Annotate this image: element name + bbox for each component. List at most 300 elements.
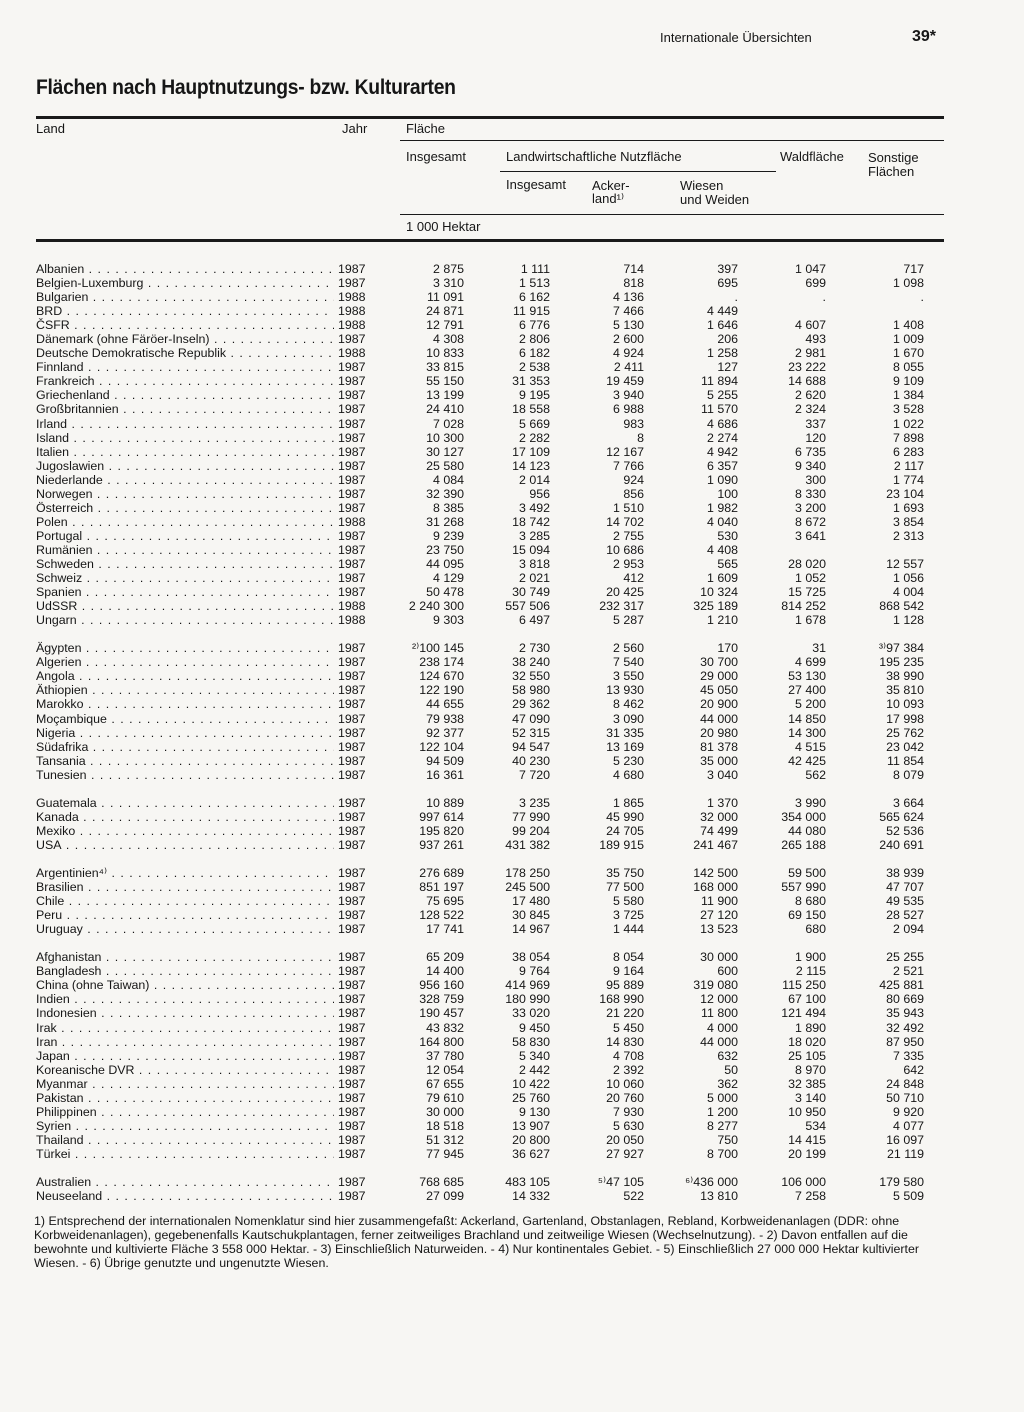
cell-flaeche: 122 190 bbox=[419, 683, 464, 698]
cell-waldflaeche: 1 678 bbox=[794, 613, 826, 628]
cell-land: BRD . . . bbox=[36, 304, 334, 318]
cell-jahr: 1987 bbox=[338, 795, 366, 810]
cell-wiesen-weiden: 325 189 bbox=[693, 599, 738, 614]
cell-land: Island . . . bbox=[36, 431, 334, 445]
header-rule-flaeche bbox=[400, 140, 944, 141]
cell-flaeche: 12 791 bbox=[426, 318, 464, 333]
cell-land: Indonesien . . . bbox=[36, 1006, 334, 1020]
cell-ln-insgesamt: 36 627 bbox=[512, 1146, 550, 1161]
cell-ackerland: 4 680 bbox=[612, 767, 644, 782]
cell-waldflaeche: 18 020 bbox=[788, 1034, 826, 1049]
cell-jahr: 1988 bbox=[338, 613, 366, 628]
table-row bbox=[0, 473, 1024, 487]
cell-waldflaeche: 4 515 bbox=[794, 739, 826, 754]
cell-jahr: 1987 bbox=[338, 500, 366, 515]
cell-sonstige: 2 521 bbox=[892, 964, 924, 979]
cell-ln-insgesamt: 7 720 bbox=[518, 767, 550, 782]
row-spacer bbox=[0, 1161, 1024, 1175]
table-row bbox=[0, 332, 1024, 346]
cell-sonstige: 868 542 bbox=[879, 599, 924, 614]
cell-flaeche: 14 400 bbox=[426, 964, 464, 979]
table-row bbox=[0, 374, 1024, 388]
cell-land: Irak . . . bbox=[36, 1021, 334, 1035]
cell-jahr: 1987 bbox=[338, 1146, 366, 1161]
cell-wiesen-weiden: 27 120 bbox=[700, 908, 738, 923]
cell-waldflaeche: 1 900 bbox=[794, 950, 826, 965]
cell-sonstige: 16 097 bbox=[886, 1132, 924, 1147]
cell-ackerland: 20 760 bbox=[606, 1090, 644, 1105]
cell-jahr: 1987 bbox=[338, 360, 366, 375]
cell-jahr: 1987 bbox=[338, 1104, 366, 1119]
cell-sonstige: 6 283 bbox=[892, 444, 924, 459]
cell-waldflaeche: 42 425 bbox=[788, 753, 826, 768]
table-row bbox=[0, 712, 1024, 726]
cell-sonstige: 2 117 bbox=[893, 458, 924, 473]
cell-jahr: 1987 bbox=[338, 950, 366, 965]
cell-flaeche: 51 312 bbox=[426, 1132, 464, 1147]
cell-wiesen-weiden: 4 040 bbox=[706, 514, 738, 529]
cell-ackerland: 2 600 bbox=[612, 332, 644, 347]
cell-waldflaeche: 15 725 bbox=[788, 585, 826, 600]
cell-ln-insgesamt: 180 990 bbox=[505, 992, 550, 1007]
cell-wiesen-weiden: 29 000 bbox=[700, 669, 738, 684]
cell-sonstige: 10 093 bbox=[886, 697, 924, 712]
cell-jahr: 1988 bbox=[338, 290, 366, 305]
cell-flaeche: 4 129 bbox=[432, 571, 464, 586]
cell-wiesen-weiden: 565 bbox=[717, 556, 738, 571]
cell-land: Brasilien . . . bbox=[36, 880, 334, 894]
cell-waldflaeche: 3 140 bbox=[794, 1090, 826, 1105]
cell-land: Nigeria . . . bbox=[36, 726, 334, 740]
cell-ln-insgesamt: 3 818 bbox=[518, 556, 550, 571]
cell-jahr: 1987 bbox=[338, 388, 366, 403]
cell-jahr: 1987 bbox=[338, 1189, 366, 1204]
cell-ln-insgesamt: 17 480 bbox=[512, 894, 550, 909]
cell-land: Dänemark (ohne Färöer-Inseln) . . . bbox=[36, 332, 334, 346]
cell-jahr: 1987 bbox=[338, 837, 366, 852]
cell-land: Chile . . . bbox=[36, 894, 334, 908]
cell-wiesen-weiden: 241 467 bbox=[693, 837, 738, 852]
cell-jahr: 1987 bbox=[338, 1175, 366, 1190]
cell-ackerland: 6 988 bbox=[612, 402, 644, 417]
cell-wiesen-weiden: 5 255 bbox=[706, 388, 738, 403]
cell-sonstige: 9 109 bbox=[892, 374, 924, 389]
cell-wiesen-weiden: 4 408 bbox=[706, 542, 738, 557]
cell-ln-insgesamt: 32 550 bbox=[512, 669, 550, 684]
cell-ackerland: 5 130 bbox=[612, 318, 644, 333]
cell-land: Ungarn . . . bbox=[36, 613, 334, 627]
cell-ackerland: 7 540 bbox=[612, 655, 644, 670]
cell-sonstige: 4 004 bbox=[892, 585, 924, 600]
cell-flaeche: 55 150 bbox=[426, 374, 464, 389]
cell-flaeche: 92 377 bbox=[426, 725, 464, 740]
cell-waldflaeche: 1 047 bbox=[794, 262, 826, 276]
cell-waldflaeche: . bbox=[822, 290, 826, 305]
cell-sonstige: 38 939 bbox=[886, 866, 924, 881]
cell-ackerland: 522 bbox=[623, 1189, 644, 1204]
cell-wiesen-weiden: 695 bbox=[717, 276, 738, 291]
header-insgesamt: Insgesamt bbox=[406, 149, 466, 164]
table-row bbox=[0, 1077, 1024, 1091]
cell-sonstige: 1 384 bbox=[892, 388, 924, 403]
cell-ackerland: 1 865 bbox=[612, 795, 644, 810]
cell-jahr: 1987 bbox=[338, 472, 366, 487]
cell-land: Algerien . . . bbox=[36, 655, 334, 669]
cell-sonstige: 8 055 bbox=[892, 360, 924, 375]
cell-ln-insgesamt: 14 967 bbox=[512, 922, 550, 937]
table-row bbox=[0, 922, 1024, 936]
cell-jahr: 1987 bbox=[338, 1034, 366, 1049]
cell-ln-insgesamt: 6 182 bbox=[518, 346, 550, 361]
cell-flaeche: 768 685 bbox=[419, 1175, 464, 1190]
cell-sonstige: 9 920 bbox=[892, 1104, 924, 1119]
cell-sonstige: 24 848 bbox=[886, 1076, 924, 1091]
cell-ackerland: 2 392 bbox=[612, 1062, 644, 1077]
table-row bbox=[0, 459, 1024, 473]
cell-wiesen-weiden: 81 378 bbox=[700, 739, 738, 754]
cell-ackerland: 412 bbox=[623, 571, 644, 586]
cell-jahr: 1987 bbox=[338, 276, 366, 291]
cell-sonstige: 35 810 bbox=[886, 683, 924, 698]
cell-jahr: 1987 bbox=[338, 964, 366, 979]
cell-flaeche: 9 303 bbox=[432, 613, 464, 628]
table-row bbox=[0, 1133, 1024, 1147]
cell-sonstige: 1 009 bbox=[892, 332, 924, 347]
cell-waldflaeche: 2 620 bbox=[794, 388, 826, 403]
cell-flaeche: 25 580 bbox=[426, 458, 464, 473]
cell-sonstige: 25 255 bbox=[886, 950, 924, 965]
cell-jahr: 1988 bbox=[338, 514, 366, 529]
cell-jahr: 1987 bbox=[338, 1132, 366, 1147]
cell-wiesen-weiden: 2 274 bbox=[706, 430, 738, 445]
header-rule-unit bbox=[400, 214, 944, 215]
cell-ln-insgesamt: 33 020 bbox=[512, 1006, 550, 1021]
cell-jahr: 1987 bbox=[338, 332, 366, 347]
cell-ln-insgesamt: 178 250 bbox=[505, 866, 550, 881]
cell-ackerland: 3 550 bbox=[612, 669, 644, 684]
cell-waldflaeche: 1 052 bbox=[794, 571, 826, 586]
cell-sonstige: 1 098 bbox=[892, 276, 924, 291]
cell-waldflaeche: 699 bbox=[805, 276, 826, 291]
cell-ackerland: 856 bbox=[623, 486, 644, 501]
cell-ackerland: 924 bbox=[623, 472, 644, 487]
cell-ln-insgesamt: 38 240 bbox=[512, 655, 550, 670]
cell-ackerland: 1 510 bbox=[612, 500, 644, 515]
cell-land: USA . . . bbox=[36, 838, 334, 852]
cell-sonstige: 1 693 bbox=[892, 500, 924, 515]
cell-waldflaeche: 6 735 bbox=[794, 444, 826, 459]
cell-wiesen-weiden: 1 609 bbox=[706, 571, 738, 586]
cell-jahr: 1987 bbox=[338, 416, 366, 431]
cell-wiesen-weiden: 362 bbox=[717, 1076, 738, 1091]
cell-flaeche: 10 833 bbox=[426, 346, 464, 361]
cell-ackerland: 10 060 bbox=[606, 1076, 644, 1091]
cell-flaeche: 3 310 bbox=[432, 276, 464, 291]
cell-waldflaeche: 121 494 bbox=[781, 1006, 826, 1021]
cell-wiesen-weiden: 4 942 bbox=[706, 444, 738, 459]
cell-ln-insgesamt: 11 915 bbox=[513, 304, 550, 319]
cell-jahr: 1988 bbox=[338, 318, 366, 333]
cell-ln-insgesamt: 3 492 bbox=[518, 500, 550, 515]
cell-waldflaeche: 14 850 bbox=[788, 711, 826, 726]
cell-wiesen-weiden: 35 000 bbox=[700, 753, 738, 768]
cell-sonstige: 38 990 bbox=[886, 669, 924, 684]
table-row bbox=[0, 417, 1024, 431]
cell-sonstige: 3 664 bbox=[892, 795, 924, 810]
cell-land: UdSSR . . . bbox=[36, 599, 334, 613]
cell-ackerland: 20 050 bbox=[606, 1132, 644, 1147]
cell-land: China (ohne Taiwan) . . . bbox=[36, 978, 334, 992]
cell-sonstige: 642 bbox=[903, 1062, 924, 1077]
cell-jahr: 1987 bbox=[338, 1048, 366, 1063]
page-title: Flächen nach Hauptnutzungs- bzw. Kulturarten bbox=[36, 76, 456, 99]
cell-wiesen-weiden: 8 700 bbox=[706, 1146, 738, 1161]
table-row bbox=[0, 964, 1024, 978]
cell-waldflaeche: 1 890 bbox=[794, 1020, 826, 1035]
cell-waldflaeche: 32 385 bbox=[788, 1076, 826, 1091]
cell-land: Irland . . . bbox=[36, 417, 334, 431]
cell-wiesen-weiden: 1 210 bbox=[706, 613, 738, 628]
cell-ackerland: 35 750 bbox=[606, 866, 644, 881]
cell-waldflaeche: 534 bbox=[805, 1118, 826, 1133]
table-row bbox=[0, 487, 1024, 501]
cell-jahr: 1987 bbox=[338, 725, 366, 740]
cell-wiesen-weiden: 13 810 bbox=[700, 1189, 738, 1204]
cell-sonstige: 565 624 bbox=[879, 809, 924, 824]
cell-sonstige: 1 056 bbox=[892, 571, 924, 586]
cell-waldflaeche: 8 330 bbox=[794, 486, 826, 501]
cell-land: Portugal . . . bbox=[36, 529, 334, 543]
cell-waldflaeche: 8 672 bbox=[794, 514, 826, 529]
cell-sonstige: 4 077 bbox=[892, 1118, 924, 1133]
cell-ackerland: 818 bbox=[623, 276, 644, 291]
cell-jahr: 1987 bbox=[338, 978, 366, 993]
cell-ln-insgesamt: 1 513 bbox=[518, 276, 550, 291]
cell-waldflaeche: 4 607 bbox=[794, 318, 826, 333]
row-spacer bbox=[0, 936, 1024, 950]
cell-jahr: 1987 bbox=[338, 556, 366, 571]
cell-waldflaeche: 562 bbox=[805, 767, 826, 782]
cell-wiesen-weiden: 50 bbox=[724, 1062, 738, 1077]
table-row bbox=[0, 318, 1024, 332]
cell-ln-insgesamt: 2 730 bbox=[518, 641, 550, 656]
cell-jahr: 1987 bbox=[338, 486, 366, 501]
cell-jahr: 1987 bbox=[338, 669, 366, 684]
cell-ln-insgesamt: 1 111 bbox=[520, 262, 550, 276]
cell-ackerland: 8 054 bbox=[612, 950, 644, 965]
cell-ln-insgesamt: 15 094 bbox=[512, 542, 550, 557]
cell-wiesen-weiden: 1 982 bbox=[706, 500, 738, 515]
table-row bbox=[0, 262, 1024, 276]
cell-ackerland: 8 bbox=[637, 430, 644, 445]
cell-land: Pakistan . . . bbox=[36, 1091, 334, 1105]
cell-wiesen-weiden: 5 000 bbox=[706, 1090, 738, 1105]
cell-ln-insgesamt: 18 558 bbox=[512, 402, 550, 417]
cell-ackerland: 10 686 bbox=[606, 542, 644, 557]
cell-wiesen-weiden: 750 bbox=[717, 1132, 738, 1147]
cell-ackerland: 5 450 bbox=[612, 1020, 644, 1035]
cell-flaeche: 44 655 bbox=[426, 697, 464, 712]
cell-ackerland: 5 630 bbox=[612, 1118, 644, 1133]
cell-wiesen-weiden: 74 499 bbox=[700, 823, 738, 838]
header-waldflaeche: Waldfläche bbox=[780, 149, 844, 164]
cell-jahr: 1987 bbox=[338, 823, 366, 838]
cell-jahr: 1987 bbox=[338, 1006, 366, 1021]
cell-jahr: 1987 bbox=[338, 458, 366, 473]
table-row bbox=[0, 810, 1024, 824]
cell-sonstige: 179 580 bbox=[879, 1175, 924, 1190]
cell-land: Italien . . . bbox=[36, 445, 334, 459]
cell-ln-insgesamt: 29 362 bbox=[512, 697, 550, 712]
cell-jahr: 1987 bbox=[338, 894, 366, 909]
cell-land: Belgien-Luxemburg . . . bbox=[36, 276, 334, 290]
cell-jahr: 1987 bbox=[338, 374, 366, 389]
cell-jahr: 1987 bbox=[338, 753, 366, 768]
table-row bbox=[0, 880, 1024, 894]
cell-wiesen-weiden: 3 040 bbox=[706, 767, 738, 782]
cell-ln-insgesamt: 2 282 bbox=[518, 430, 550, 445]
cell-land: Myanmar . . . bbox=[36, 1077, 334, 1091]
cell-flaeche: 23 750 bbox=[426, 542, 464, 557]
cell-ackerland: 13 930 bbox=[606, 683, 644, 698]
cell-jahr: 1987 bbox=[338, 1118, 366, 1133]
cell-ackerland: 1 444 bbox=[612, 922, 644, 937]
cell-flaeche: 190 457 bbox=[419, 1006, 464, 1021]
cell-wiesen-weiden: ⁶⁾436 000 bbox=[685, 1175, 738, 1190]
cell-wiesen-weiden: 4 686 bbox=[706, 416, 738, 431]
table-row bbox=[0, 276, 1024, 290]
cell-flaeche: 33 815 bbox=[426, 360, 464, 375]
cell-ln-insgesamt: 6 162 bbox=[518, 290, 550, 305]
cell-flaeche: 79 610 bbox=[426, 1090, 464, 1105]
cell-ln-insgesamt: 245 500 bbox=[505, 880, 550, 895]
cell-waldflaeche: 27 400 bbox=[788, 683, 826, 698]
cell-land: Moçambique . . . bbox=[36, 712, 334, 726]
cell-sonstige: 87 950 bbox=[886, 1034, 924, 1049]
cell-ln-insgesamt: 17 109 bbox=[512, 444, 550, 459]
header-sonstige-line1: Sonstige bbox=[868, 150, 919, 165]
cell-flaeche: 238 174 bbox=[419, 655, 464, 670]
cell-sonstige: 49 535 bbox=[886, 894, 924, 909]
cell-ln-insgesamt: 2 538 bbox=[518, 360, 550, 375]
cell-land: Neuseeland . . . bbox=[36, 1189, 334, 1203]
header-ackerland-line2: land¹⁾ bbox=[592, 191, 625, 206]
cell-jahr: 1987 bbox=[338, 571, 366, 586]
cell-sonstige: 2 094 bbox=[892, 922, 924, 937]
cell-ln-insgesamt: 9 195 bbox=[518, 388, 550, 403]
cell-flaeche: 75 695 bbox=[426, 894, 464, 909]
cell-sonstige: 1 022 bbox=[892, 416, 924, 431]
table-row bbox=[0, 1119, 1024, 1133]
cell-waldflaeche: 814 252 bbox=[781, 599, 826, 614]
cell-sonstige: 23 042 bbox=[886, 739, 924, 754]
cell-wiesen-weiden: 8 277 bbox=[706, 1118, 738, 1133]
cell-wiesen-weiden: 10 324 bbox=[700, 585, 738, 600]
cell-jahr: 1987 bbox=[338, 697, 366, 712]
cell-jahr: 1987 bbox=[338, 1076, 366, 1091]
cell-land: Deutsche Demokratische Republik . . . bbox=[36, 346, 334, 360]
table-row bbox=[0, 571, 1024, 585]
cell-waldflaeche: 8 680 bbox=[794, 894, 826, 909]
cell-waldflaeche: 300 bbox=[805, 472, 826, 487]
row-spacer bbox=[0, 782, 1024, 796]
cell-land: Iran . . . bbox=[36, 1035, 334, 1049]
cell-sonstige: 12 557 bbox=[886, 556, 924, 571]
cell-sonstige: 17 998 bbox=[886, 711, 924, 726]
cell-wiesen-weiden: 100 bbox=[717, 486, 738, 501]
cell-waldflaeche: 337 bbox=[805, 416, 826, 431]
cell-land: Argentinien⁴⁾ . . . bbox=[36, 866, 334, 880]
table-row bbox=[0, 431, 1024, 445]
cell-sonstige: 7 898 bbox=[892, 430, 924, 445]
page-number: 39* bbox=[912, 28, 937, 45]
header-wiesen-line2: und Weiden bbox=[680, 192, 750, 207]
table-row bbox=[0, 950, 1024, 964]
cell-wiesen-weiden: 30 000 bbox=[700, 950, 738, 965]
cell-waldflaeche: 25 105 bbox=[788, 1048, 826, 1063]
cell-wiesen-weiden: . bbox=[734, 290, 738, 305]
cell-ackerland: 5 230 bbox=[612, 753, 644, 768]
cell-land: Mexiko . . . bbox=[36, 824, 334, 838]
cell-land: Ägypten . . . bbox=[36, 641, 334, 655]
cell-ln-insgesamt: 557 506 bbox=[505, 599, 550, 614]
cell-sonstige: 47 707 bbox=[886, 880, 924, 895]
table-row bbox=[0, 1105, 1024, 1119]
cell-flaeche: 13 199 bbox=[426, 388, 464, 403]
cell-sonstige: 21 119 bbox=[887, 1146, 924, 1161]
cell-wiesen-weiden: 530 bbox=[717, 528, 738, 543]
table-row bbox=[0, 360, 1024, 374]
cell-flaeche: 17 741 bbox=[426, 922, 464, 937]
cell-waldflaeche: 67 100 bbox=[788, 992, 826, 1007]
cell-land: Äthiopien . . . bbox=[36, 683, 334, 697]
cell-jahr: 1987 bbox=[338, 767, 366, 782]
cell-jahr: 1987 bbox=[338, 739, 366, 754]
cell-ackerland: 45 990 bbox=[606, 809, 644, 824]
header-ln-insgesamt: Insgesamt bbox=[506, 177, 566, 192]
cell-flaeche: 195 820 bbox=[419, 823, 464, 838]
cell-sonstige: 25 762 bbox=[886, 725, 924, 740]
cell-sonstige: 3 854 bbox=[892, 514, 924, 529]
cell-land: Afghanistan . . . bbox=[36, 950, 334, 964]
cell-jahr: 1988 bbox=[338, 346, 366, 361]
cell-sonstige: 1 408 bbox=[892, 318, 924, 333]
cell-ackerland: 4 708 bbox=[612, 1048, 644, 1063]
cell-flaeche: 956 160 bbox=[419, 978, 464, 993]
cell-sonstige: 425 881 bbox=[879, 978, 924, 993]
cell-wiesen-weiden: 11 894 bbox=[701, 374, 738, 389]
cell-ackerland: 31 335 bbox=[606, 725, 644, 740]
cell-flaeche: 30 000 bbox=[426, 1104, 464, 1119]
cell-land: ČSFR . . . bbox=[36, 318, 334, 332]
cell-waldflaeche: 20 199 bbox=[788, 1146, 826, 1161]
cell-land: Österreich . . . bbox=[36, 501, 334, 515]
cell-sonstige: ³⁾97 384 bbox=[878, 641, 924, 656]
cell-wiesen-weiden: 12 000 bbox=[700, 992, 738, 1007]
cell-flaeche: 37 780 bbox=[426, 1048, 464, 1063]
cell-waldflaeche: 115 250 bbox=[782, 978, 826, 993]
cell-land: Jugoslawien . . . bbox=[36, 459, 334, 473]
table-row bbox=[0, 838, 1024, 852]
cell-jahr: 1987 bbox=[338, 262, 366, 276]
cell-sonstige: 32 492 bbox=[886, 1020, 924, 1035]
cell-land: Schweiz . . . bbox=[36, 571, 334, 585]
cell-ln-insgesamt: 13 907 bbox=[512, 1118, 550, 1133]
cell-wiesen-weiden: 20 980 bbox=[700, 725, 738, 740]
cell-wiesen-weiden: 632 bbox=[717, 1048, 738, 1063]
table-row bbox=[0, 641, 1024, 655]
table-row bbox=[0, 557, 1024, 571]
